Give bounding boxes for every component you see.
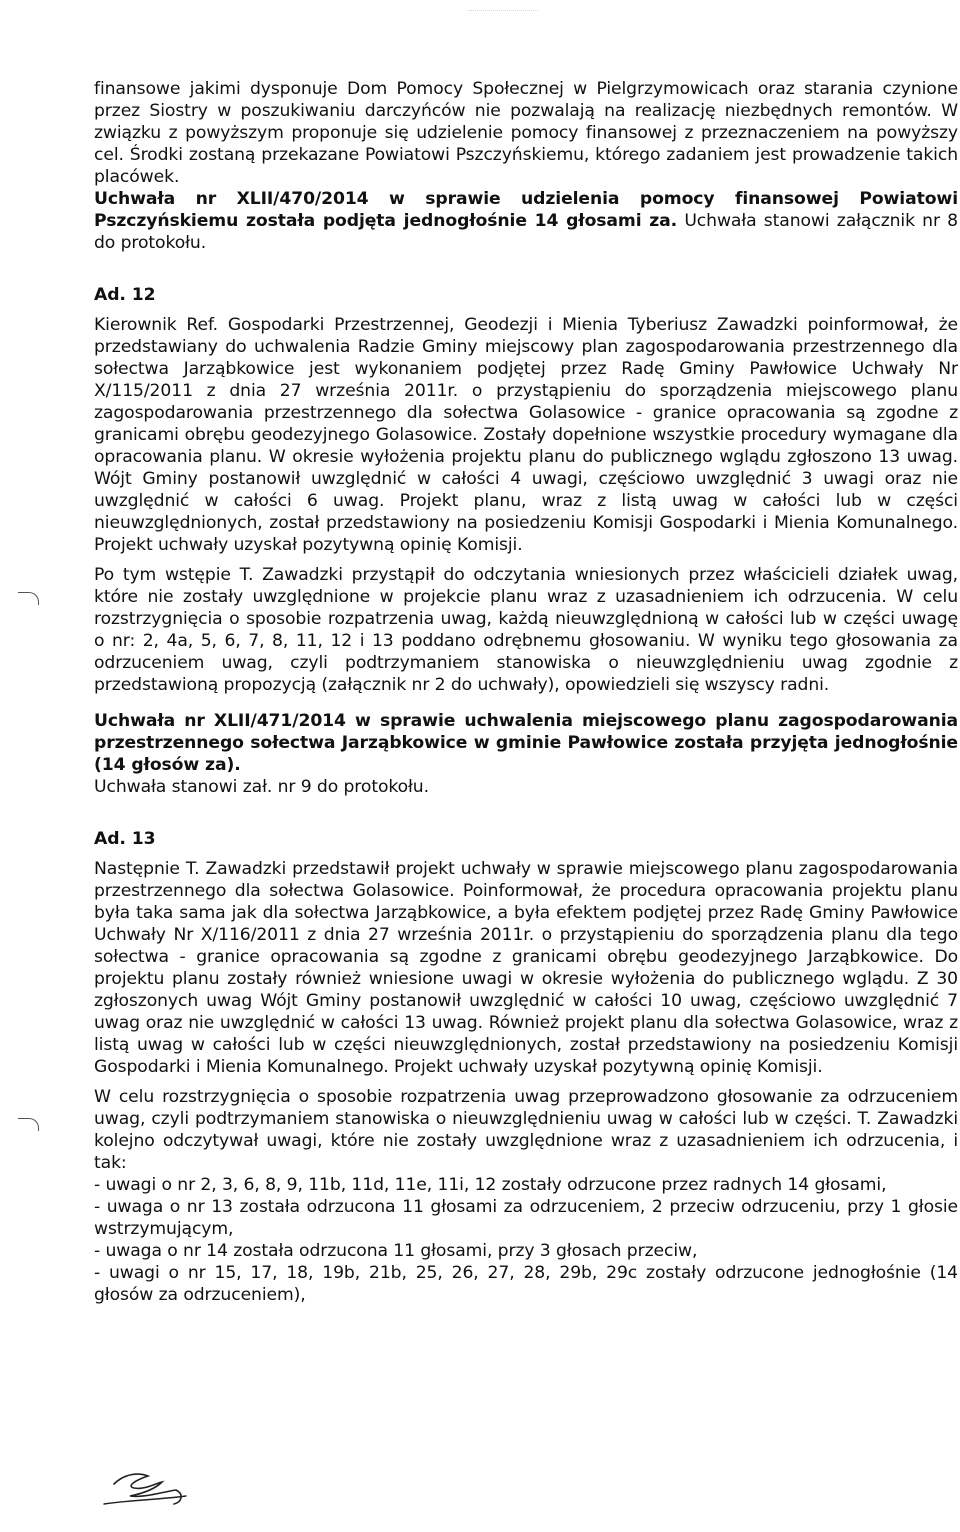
signature-initials [100,1460,240,1510]
ad13-paragraph-1: Następnie T. Zawadzki przedstawił projekt uchwały w sprawie miejscowego planu zagospodarowania przestrzennego dla sołectwa Golasowice. Poinformował, że procedura opracowania projektu planu była taka sama jak dla sołectwa Jarząbkowice, a była efektem podjętej przez Radę Gminy Pawłowice Uchwały Nr X/116/2011 z dnia 27 września 2011r. o przystąpieniu do sporządzenia planu dla tego sołectwa - granice opracowania są zgodne z granicami obrębu geodezyjnego Jarząbkowice. Do projektu planu zostały również wniesione uwagi w okresie wyłożenia do publicznego wglądu. Z 30 zgłoszonych uwag Wójt Gminy postanowił uwzględnić w całości 10 uwag, częściowo uwzględnić 7 uwag oraz nie uwzględnić w całości 13 uwag. Również projekt planu dla sołectwa Golasowice, wraz z listą uwag w całości lub w części nieuwzględnionych, został przedstawiony na posiedzeniu Komisji Gospodarki i Mienia Komunalnego. Projekt uchwały uzyskał pozytywną opinię Komisji. [94,859,958,1077]
section-heading-ad12: Ad. 12 [94,285,156,305]
ad13-paragraph-2: W celu rozstrzygnięcia o sposobie rozpatrzenia uwag przeprowadzono głosowanie za odrzuceniem uwag, czyli podtrzymaniem stanowiska o nieuwzględnieniu uwag w całości lub w części. T. Zawadzki kolejno odczytywał uwagi, które nie zostały uwzględnione wraz z uzasadnieniem ich odrzucenia, i tak: [94,1087,958,1173]
section-heading-ad13: Ad. 13 [94,829,156,849]
document-body [94,78,958,1306]
resolution-471-title: Uchwała nr XLII/471/2014 w sprawie uchwalenia miejscowego planu zagospodarowania przestrzennego sołectwa Jarząbkowice w gminie Pawłowice została przyjęta jednogłośnie (14 głosów za). [94,711,958,775]
ad12-paragraph-2: Po tym wstępie T. Zawadzki przystąpił do odczytania wniesionych przez właścicieli działek uwag, które nie zostały uwzględnione w projekcie planu wraz z uzasadnieniem ich odrzucenia. W celu rozstrzygnięcia o sposobie rozpatrzenia uwag, każdą nieuwzględnioną w całości lub w części uwagę o nr: 2, 4a, 5, 6, 7, 8, 11, 12 i 13 poddano odrębnemu głosowaniu. W wyniku tego głosowania za odrzuceniem uwag, czyli podtrzymaniem stanowiska o nieuwzględnieniu uwag zgodnie z przedstawioną propozycją (załącznik nr 2 do uchwały), opowiedzieli się wszyscy radni. [94,565,958,695]
resolution-470-title: Uchwała nr XLII/470/2014 w sprawie udzielenia pomocy finansowej Powiatowi Pszczyńskiemu została podjęta jednogłośnie 14 głosami za. [94,189,958,231]
resolution-470-note: Uchwała stanowi załącznik nr 8 do protokołu. [94,211,958,253]
resolution-470 [94,188,958,254]
vote-item: - uwaga o nr 13 została odrzucona 11 głosami za odrzuceniem, 2 przeciw odrzuceniu, przy 1 głosie wstrzymującym, [94,1197,958,1239]
resolution-471-note: Uchwała stanowi zał. nr 9 do protokołu. [94,777,429,797]
margin-mark [18,1118,39,1131]
vote-item: - uwagi o nr 15, 17, 18, 19b, 21b, 25, 26, 27, 28, 29b, 29c zostały odrzucone jednogłośnie (14 głosów za odrzuceniem), [94,1263,958,1305]
scan-artifact [468,0,538,11]
paragraph-intro: finansowe jakimi dysponuje Dom Pomocy Społecznej w Pielgrzymowicach oraz starania czynione przez Siostry w poszukiwaniu darczyńców nie pozwalają na realizację niezbędnych remontów. W związku z powyższym proponuje się udzielenie pomocy finansowej z przeznaczeniem na powyższy cel. Środki zostaną przekazane Powiatowi Pszczyńskiemu, którego zadaniem jest prowadzenie takich placówek. [94,79,958,187]
vote-item: - uwagi o nr 2, 3, 6, 8, 9, 11b, 11d, 11e, 11i, 12 zostały odrzucone przez radnych 14 głosami, [94,1175,887,1195]
ad12-paragraph-1: Kierownik Ref. Gospodarki Przestrzennej, Geodezji i Mienia Tyberiusz Zawadzki poinformował, że przedstawiany do uchwalenia Radzie Gminy miejscowy plan zagospodarowania przestrzennego dla sołectwa Jarząbkowice jest wykonaniem podjętej przez Radę Gminy Pawłowice Uchwały Nr X/115/2011 z dnia 27 września 2011r. o przystąpieniu do sporządzenia miejscowego planu zagospodarowania przestrzennego dla sołectwa Golasowice - granice opracowania są zgodne z granicami obrębu geodezyjnego Golasowice. Zostały dopełnione wszystkie procedury wymagane dla opracowania planu. W okresie wyłożenia projektu planu do publicznego wglądu zgłoszono 13 uwag. Wójt Gminy postanowił uwzględnić w całości 4 uwagi, częściowo uwzględnić 3 uwagi oraz nie uwzględnić w całości 6 uwag. Projekt planu, wraz z listą uwag w całości lub w części nieuwzględnionych, został przedstawiony na posiedzeniu Komisji Gospodarki i Mienia Komunalnego. Projekt uchwały uzyskał pozytywną opinię Komisji. [94,315,958,555]
margin-mark [18,592,39,605]
vote-item: - uwaga o nr 14 została odrzucona 11 głosami, przy 3 głosach przeciw, [94,1241,698,1261]
